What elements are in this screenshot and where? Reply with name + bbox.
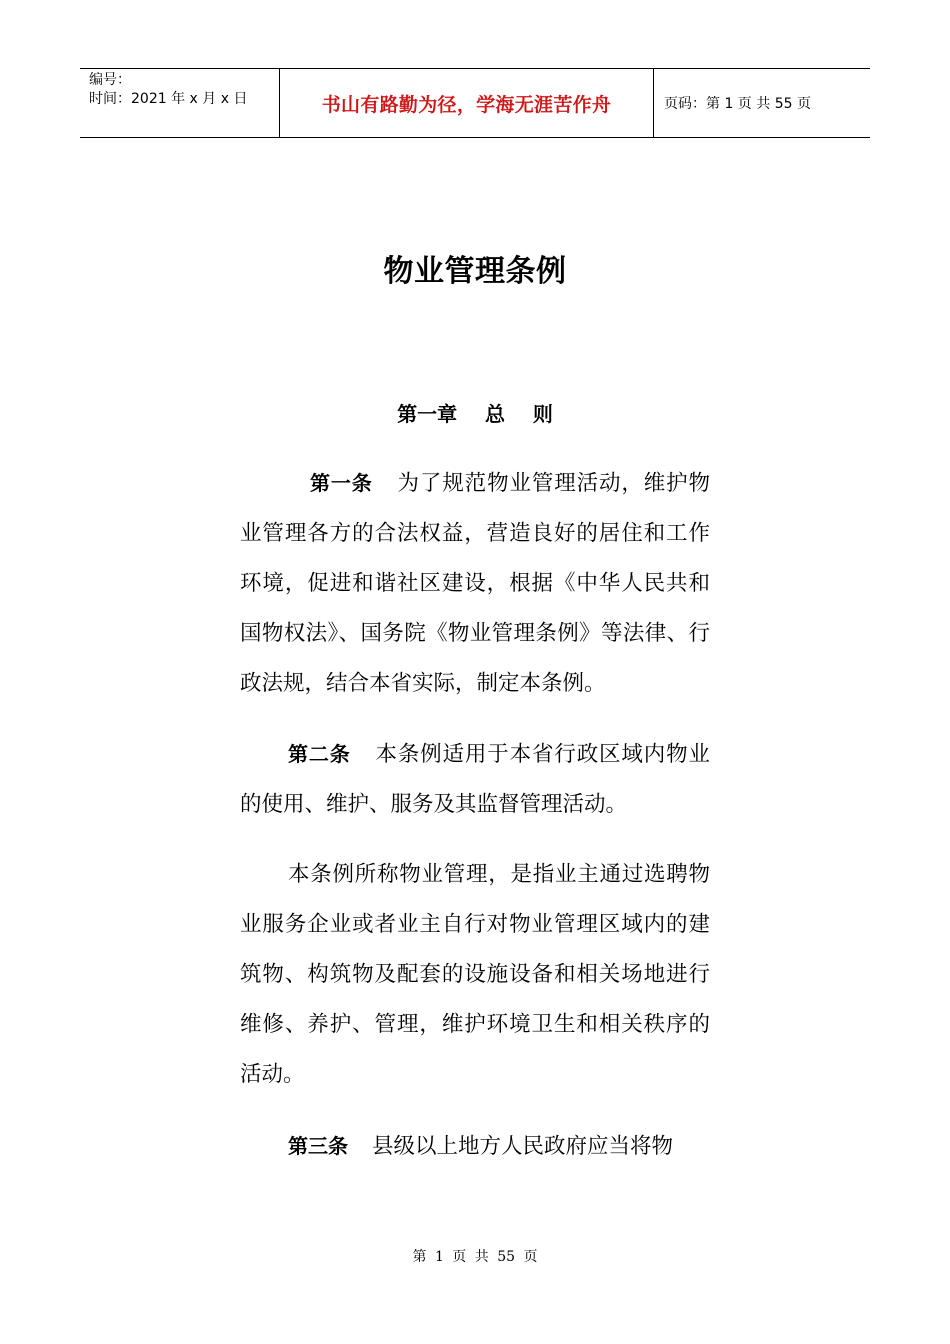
chapter-heading: 第一章 总 则 (397, 402, 553, 426)
header-page-info: 页码：第 1 页 共 55 页 (664, 96, 811, 112)
article-text: 县级以上地方人民政府应当将物 (372, 1134, 674, 1159)
article-text: 本条例所称物业管理，是指业主通过选聘物业服务企业或者业主自行对物业管理区域内的建筑物、构筑物及配套的设施设备和相关场地进行维修、养护、管理，维护环境卫生和相关秩序的活动。 (240, 862, 710, 1087)
header-motto: 书山有路勤为径，学海无涯苦作舟 (321, 93, 612, 116)
document-header (80, 68, 870, 138)
header-page-cell (654, 69, 870, 137)
article-text: 本条例适用于本省行政区域内物业的使用、维护、服务及其监督管理活动。 (240, 742, 710, 817)
article-paragraph (240, 458, 710, 709)
header-meta-cell (80, 69, 280, 137)
article-paragraph (240, 1121, 710, 1172)
article-paragraph (240, 729, 710, 830)
document-date-label: 时间：2021 年 x 月 x 日 (89, 91, 248, 107)
article-label: 第一条 (310, 471, 373, 495)
article-paragraph (240, 850, 710, 1100)
document-number-label: 编号： (89, 72, 131, 88)
article-label: 第二条 (288, 742, 351, 766)
page-footer: 第 1 页 共 55 页 (412, 1249, 538, 1265)
document-title: 物业管理条例 (383, 254, 567, 289)
header-motto-cell (280, 69, 654, 137)
article-text: 为了规范物业管理活动，维护物业管理各方的合法权益，营造良好的居住和工作环境，促进和谐社区建设，根据《中华人民共和国物权法》、国务院《物业管理条例》等法律、行政法规，结合本省实际，制定本条例。 (240, 471, 710, 696)
article-label: 第三条 (288, 1134, 348, 1158)
